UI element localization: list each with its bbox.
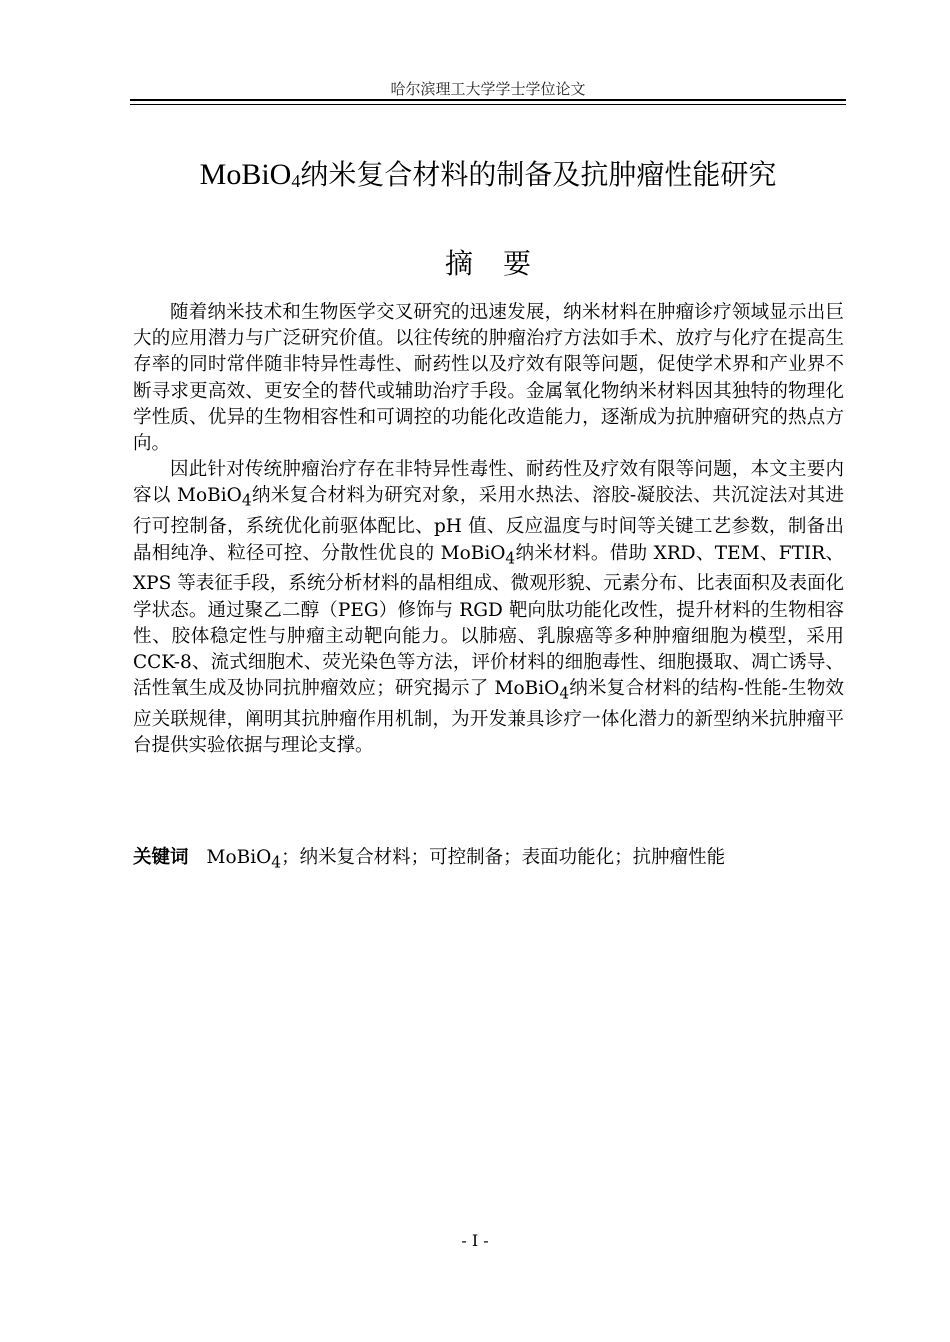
keywords-formula-main: MoBiO — [206, 847, 272, 868]
title-text: 纳米复合材料的制备及抗肿瘤性能研究 — [300, 158, 777, 191]
paragraph-2-segment-3: 纳米材料。借助 XRD、TEM、FTIR、XPS 等表征手段，系统分析材料的晶相组成、微观形貌、元素分布、比表面积及表面化学状态。通过聚乙二醇（PEG）修饰与 RGD 靶向肽功能化改性，提升材料的生物相容性、胶体稳定性与肿瘤主动靶向能力。以肺癌、乳腺癌等多种肿瘤细胞为模型，采用 CCK-8、流式细胞术、荧光染色等方法，评价材料的细胞毒性、细胞摄取、凋亡诱导、活性氧生成及协同抗肿瘤效应；研究揭示了 MoBiO — [133, 542, 844, 700]
header-rule-thin — [130, 104, 846, 105]
title-formula-main: MoBiO — [199, 158, 292, 191]
keywords-label: 关键词 — [133, 847, 189, 868]
keywords-line — [133, 845, 844, 876]
paragraph-2-segment-4: 纳米复合材料的结构-性能-生物效应关联规律，阐明其抗肿瘤作用机制，为开发兼具诊疗一体化潜力的新型纳米抗肿瘤平台提供实验依据与理论支撑。 — [133, 678, 844, 757]
paragraph-2-subscript-3: 4 — [559, 684, 570, 703]
keywords-formula-subscript: 4 — [271, 853, 282, 872]
thesis-title — [130, 153, 846, 203]
keywords-list: ；纳米复合材料；可控制备；表面功能化；抗肿瘤性能 — [281, 847, 726, 868]
paragraph-2-subscript-2: 4 — [505, 549, 516, 568]
abstract-paragraph-2 — [133, 457, 844, 759]
abstract-paragraph-1: 随着纳米技术和生物医学交叉研究的迅速发展，纳米材料在肿瘤诊疗领域显示出巨大的应用潜力与广泛研究价值。以往传统的肿瘤治疗方法如手术、放疗与化疗在提高生存率的同时常伴随非特异性毒性、耐药性以及疗效有限等问题，促使学术界和产业界不断寻求更高效、更安全的替代或辅助治疗手段。金属氧化物纳米材料因其独特的物理化学性质、优异的生物相容性和可调控的功能化改造能力，逐渐成为抗肿瘤研究的热点方向。 — [133, 302, 844, 455]
paragraph-2-segment-1: 因此针对传统肿瘤治疗存在非特异性毒性、耐药性及疗效有限等问题，本文主要内容以 MoBiO — [133, 459, 844, 507]
abstract-body — [133, 300, 844, 760]
abstract-heading: 摘要 — [444, 247, 561, 280]
paragraph-2-segment-2: 纳米复合材料为研究对象，采用水热法、溶胶-凝胶法、共沉淀法对其进行可控制备，系统优化前驱体配比、pH 值、反应温度与时间等关键工艺参数，制备出晶相纯净、粒径可控、分散性优良的 MoBiO — [133, 485, 844, 564]
page-number: - I - — [461, 1231, 489, 1250]
title-formula — [200, 158, 301, 191]
title-formula-subscript: 4 — [291, 171, 301, 191]
paragraph-2-subscript-1: 4 — [241, 492, 252, 511]
header-rule-thick — [130, 99, 846, 101]
running-header: 哈尔滨理工大学学士学位论文 — [390, 80, 586, 98]
